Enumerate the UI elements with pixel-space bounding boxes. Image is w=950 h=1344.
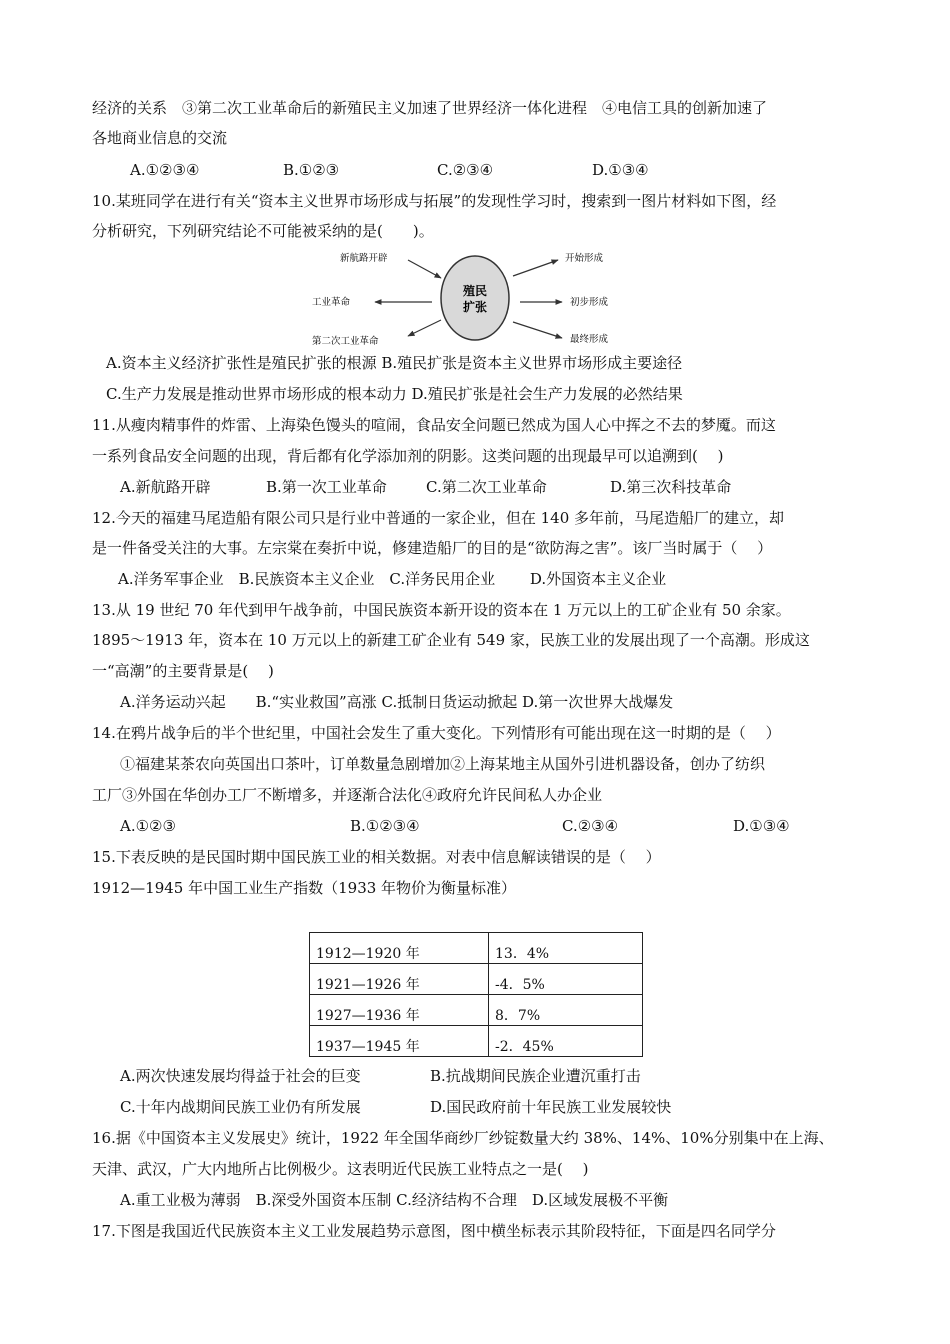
- q15-table-title: 1912—1945 年中国工业生产指数（1933 年物价为衡量标准）: [92, 879, 517, 897]
- q15-option-b: B.抗战期间民族企业遭沉重打击: [430, 1067, 641, 1085]
- table-cell-index: -4．5%: [489, 964, 643, 995]
- q10-stem-line2: 分析研究，下列研究结论不可能被采纳的是( )。: [92, 222, 434, 240]
- q14-option-b: B.①②③④: [350, 817, 420, 835]
- center-label-line1: 殖民: [462, 284, 488, 298]
- q15-option-a: A.两次快速发展均得益于社会的巨变: [120, 1067, 361, 1085]
- q15-stem-line1: 15.下表反映的是民国时期中国民族工业的相关数据。对表中信息解读错误的是（ ）: [92, 848, 661, 866]
- table-cell-period: 1927—1936 年: [310, 995, 489, 1026]
- q14-stem-line3: 工厂③外国在华创办工厂不断增多，并逐渐合法化④政府允许民间私人办企业: [92, 786, 603, 804]
- label-final-forming: 最终形成: [570, 334, 609, 345]
- q9-stem-line2: 各地商业信息的交流: [92, 129, 228, 147]
- table-cell-period: 1921—1926 年: [310, 964, 489, 995]
- q10-options-cd: C.生产力发展是推动世界市场形成的根本动力 D.殖民扩张是社会生产力发展的必然结果: [106, 385, 683, 403]
- q16-stem-line1: 16.据《中国资本主义发展史》统计，1922 年全国华商纱厂纱锭数量大约 38%、14%、10%分别集中在上海、: [92, 1129, 834, 1147]
- q14-option-a: A.①②③: [120, 817, 176, 835]
- table-cell-period: 1937—1945 年: [310, 1026, 489, 1057]
- table-cell-index: 13．4%: [489, 933, 643, 964]
- arrow-second-industrial-revolution: [408, 320, 441, 336]
- q14-stem-line2: ①福建某茶农向英国出口茶叶，订单数量急剧增加②上海某地主从国外引进机器设备，创办了纺织: [120, 755, 766, 773]
- q10-options-ab: A.资本主义经济扩张性是殖民扩张的根源 B.殖民扩张是资本主义世界市场形成主要途径: [106, 354, 683, 372]
- q16-stem-line2: 天津、武汉，广大内地所占比例极少。这表明近代民族工业特点之一是( ): [92, 1160, 589, 1178]
- q9-option-c: C.②③④: [437, 161, 494, 179]
- table-row: [310, 1026, 643, 1057]
- industrial-index-table: [309, 932, 643, 1057]
- center-label-line2: 扩张: [462, 300, 488, 314]
- q13-stem-line3: 一“高潮”的主要背景是( ): [92, 662, 274, 680]
- q11-stem-line1: 11.从瘦肉精事件的炸雷、上海染色馒头的喧闹，食品安全问题已然成为国人心中挥之不去的梦魇。而这: [92, 416, 776, 434]
- q11-option-a: A.新航路开辟: [120, 478, 211, 496]
- q13-stem-line2: 1895～1913 年，资本在 10 万元以上的新建工矿企业有 549 家，民族工业的发展出现了一个高潮。形成这: [92, 631, 810, 649]
- label-industrial-revolution: 工业革命: [312, 297, 351, 308]
- table-row: [310, 995, 643, 1026]
- q14-option-d: D.①③④: [733, 817, 790, 835]
- arrow-begin-forming: [513, 260, 558, 276]
- q15-option-c: C.十年内战期间民族工业仍有所发展: [120, 1098, 361, 1116]
- q9-option-a: A.①②③④: [130, 161, 200, 179]
- table-row: [310, 933, 643, 964]
- q12-options: A.洋务军事企业 B.民族资本主义企业 C.洋务民用企业 D.外国资本主义企业: [118, 570, 667, 588]
- q14-stem-line1: 14.在鸦片战争后的半个世纪里，中国社会发生了重大变化。下列情形有可能出现在这一时期的是（ ）: [92, 724, 781, 742]
- arrow-new-routes: [408, 260, 441, 278]
- table-cell-index: 8．7%: [489, 995, 643, 1026]
- label-initial-forming: 初步形成: [570, 297, 609, 308]
- arrow-final-forming: [513, 322, 562, 338]
- q12-stem-line1: 12.今天的福建马尾造船有限公司只是行业中普通的一家企业，但在 140 多年前，马尾造船厂的建立，却: [92, 509, 785, 527]
- q14-option-c: C.②③④: [562, 817, 619, 835]
- label-begin-forming: 开始形成: [565, 253, 604, 264]
- q15-option-d: D.国民政府前十年民族工业发展较快: [430, 1098, 672, 1116]
- table-cell-index: -2．45%: [489, 1026, 643, 1057]
- table-row: [310, 964, 643, 995]
- center-ellipse: [441, 256, 509, 340]
- label-new-routes: 新航路开辟: [340, 253, 388, 264]
- q13-options: A.洋务运动兴起 B.“实业救国”高涨 C.抵制日货运动掀起 D.第一次世界大战爆发: [120, 693, 674, 711]
- q17-stem-line1: 17.下图是我国近代民族资本主义工业发展趋势示意图，图中横坐标表示其阶段特征，下面是四名同学分: [92, 1222, 776, 1240]
- q13-stem-line1: 13.从 19 世纪 70 年代到甲午战争前，中国民族资本新开设的资本在 1 万元以上的工矿企业有 50 余家。: [92, 601, 791, 619]
- q9-stem-line1: 经济的关系 ③第二次工业革命后的新殖民主义加速了世界经济一体化进程 ④电信工具的创新加速了: [92, 99, 768, 117]
- q11-option-d: D.第三次科技革命: [610, 478, 732, 496]
- q11-stem-line2: 一系列食品安全问题的出现，背后都有化学添加剂的阴影。这类问题的出现最早可以追溯到( ): [92, 447, 724, 465]
- q10-stem-line1: 10.某班同学在进行有关“资本主义世界市场形成与拓展”的发现性学习时，搜索到一图片材料如下图，经: [92, 192, 777, 210]
- colonial-expansion-diagram: [300, 248, 650, 348]
- q11-option-c: C.第二次工业革命: [426, 478, 547, 496]
- q9-option-b: B.①②③: [283, 161, 340, 179]
- label-second-industrial-revolution: 第二次工业革命: [312, 336, 379, 347]
- table-cell-period: 1912—1920 年: [310, 933, 489, 964]
- q11-option-b: B.第一次工业革命: [266, 478, 387, 496]
- q9-option-d: D.①③④: [592, 161, 649, 179]
- q16-options: A.重工业极为薄弱 B.深受外国资本压制 C.经济结构不合理 D.区域发展极不平衡: [120, 1191, 669, 1209]
- q12-stem-line2: 是一件备受关注的大事。左宗棠在奏折中说，修建造船厂的目的是“欲防海之害”。该厂当时属于（ ）: [92, 539, 773, 557]
